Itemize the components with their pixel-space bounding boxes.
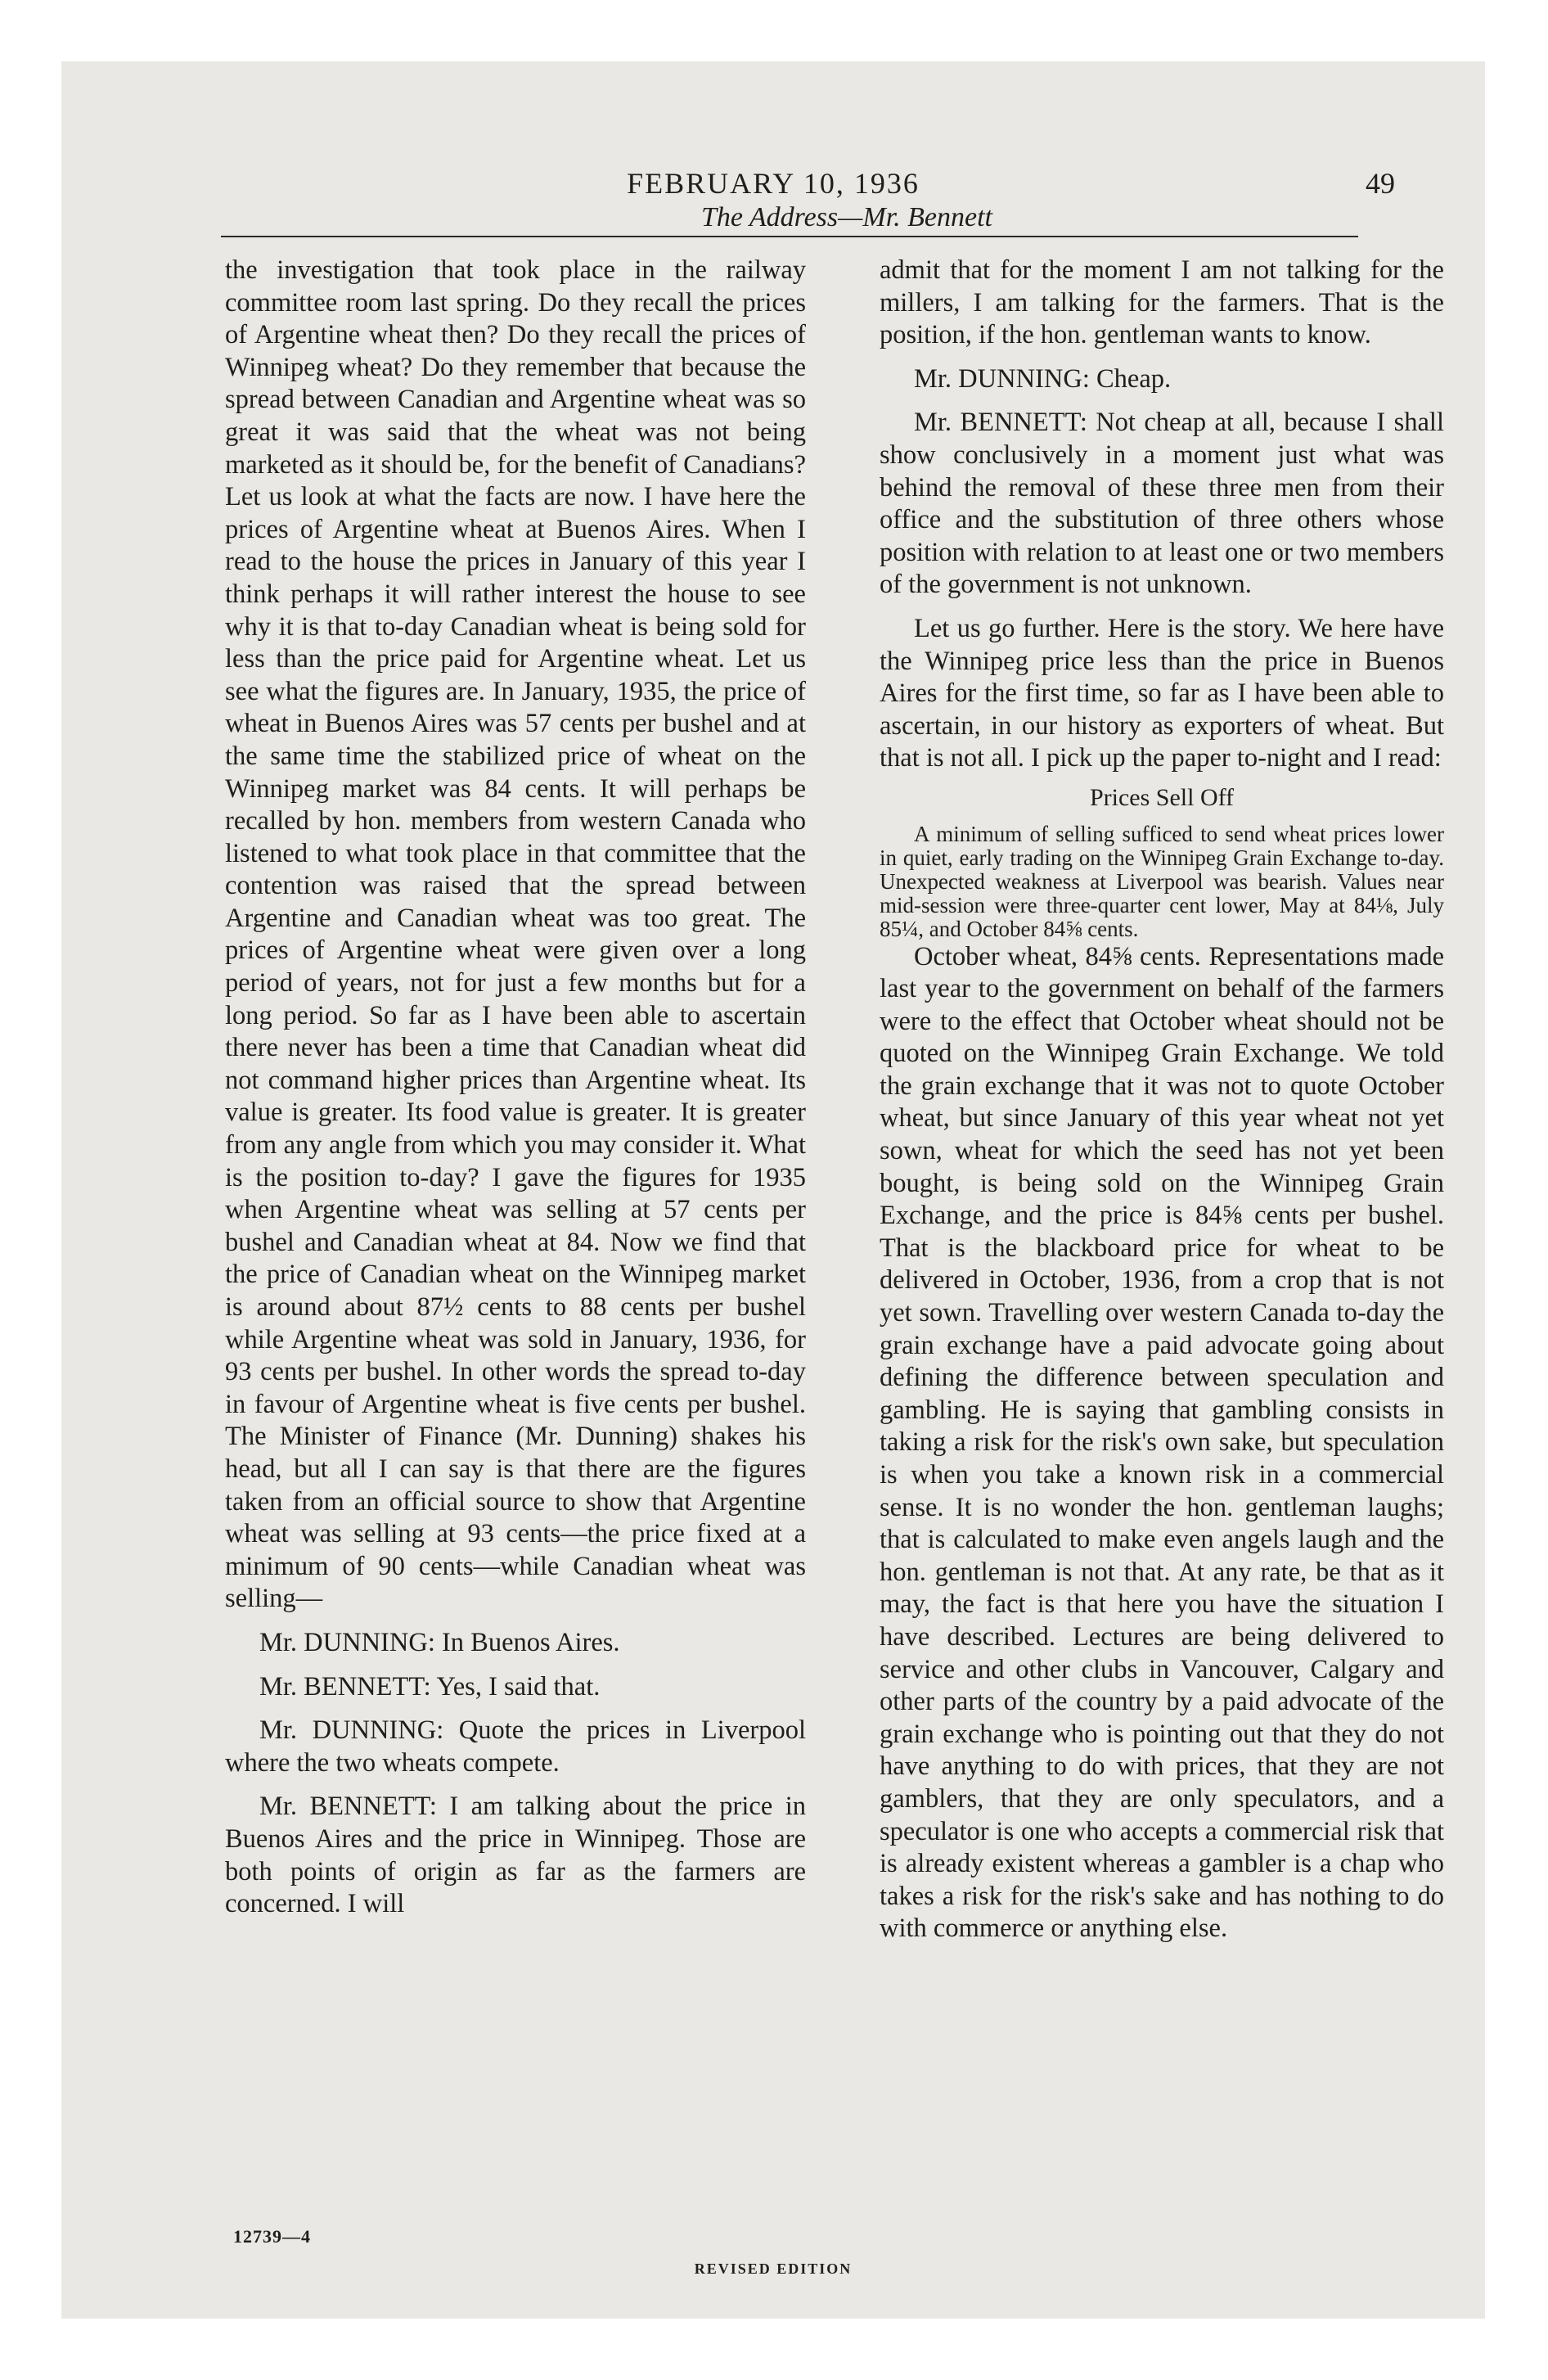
- quoted-passage: A minimum of selling sufficed to send wheat prices lower in quiet, early trading on the Winnipeg Grain Exchange to-day. Unexpected weakness at Liverpool was bearish. Values near mid-session were three-quarter cent lower, May at 84⅛, July 85¼, and October 84⅝ cents.: [880, 821, 1444, 941]
- page-number: 49: [1366, 167, 1395, 200]
- signature-mark: 12739—4: [233, 2226, 311, 2247]
- header-rule: [221, 236, 1358, 237]
- edition-note: REVISED EDITION: [694, 2261, 853, 2277]
- paragraph: Mr. BENNETT: Yes, I said that.: [259, 1671, 601, 1702]
- paragraph: the investigation that took place in the railway committee room last spring. Do they recall the prices of Argentine wheat then? Do they recall the prices of Winnipeg wheat? Do they remember that because the spread between Canadian and Argentine wheat was so great it was said that the wheat was not being marketed as it should be, for the benefit of Canadians? Let us look at what the facts are now. I have here the prices of Argentine wheat at Buenos Aires. When I read to the house the prices in January of this year I think perhaps it will rather interest the house to see why it is that to-day Canadian wheat is being sold for less than the price paid for Argentine wheat. Let us see what the figures are. In January, 1935, the price of wheat in Buenos Aires was 57 cents per bushel and at the same time the stabilized price of wheat on the Winnipeg market was 84 cents. It will perhaps be recalled by hon. members from western Canada who listened to what took place in that committee that the contention was raised that the spread between Argentine and Canadian wheat was too great. The prices of Argentine wheat were given over a long period of years, not for just a few months but for a long period. So far as I have been able to ascertain there never has been a time that Canadian wheat did not command higher prices than Argentine wheat. Its value is greater. Its food value is greater. It is greater from any angle from which you may consider it. What is the position to-day? I gave the figures for 1935 when Argentine wheat was selling at 57 cents per bushel and Canadian wheat at 84. Now we find that the price of Canadian wheat on the Winnipeg market is around about 87½ cents to 88 cents per bushel while Argentine wheat was sold in January, 1936, for 93 cents per bushel. In other words the spread to-day in favour of Argentine wheat is five cents per bushel. The Minister of Finance (Mr. Dunning) shakes his head, but all I can say is that there are the figures taken from an official source to show that Argentine wheat was selling at 93 cents—the price fixed at a minimum of 90 cents—while Canadian wheat was selling—: [225, 255, 806, 1614]
- paragraph: Mr. BENNETT: I am talking about the price in Buenos Aires and the price in Winnipeg. Those are both points of origin as far as the farmers are concerned. I will: [225, 1792, 806, 1919]
- paragraph: admit that for the moment I am not talking for the millers, I am talking for the farmers. That is the position, if the hon. gentleman wants to know.: [880, 255, 1444, 350]
- paragraph: October wheat, 84⅝ cents. Representations made last year to the government on behalf of the farmers were to the effect that October wheat should not be quoted on the Winnipeg Grain Exchange. We told the grain exchange that it was not to quote October wheat, but since January of this year wheat not yet sown, wheat for which the seed has not yet been bought, is being sold on the Winnipeg Grain Exchange, and the price is 84⅝ cents per bushel. That is the blackboard price for wheat to be delivered in October, 1936, from a crop that is not yet sown. Travelling over western Canada to-day the grain exchange have a paid advocate going about defining the difference between speculation and gambling. He is saying that gambling consists in taking a risk for the risk's own sake, but speculation is when you take a known risk in a commercial sense. It is no wonder the hon. gentleman laughs; that is calculated to make even angels laugh and the hon. gentleman is not that. At any rate, be that as it may, the fact is that here you have the situation I have described. Lectures are being delivered to service and other clubs in Vancouver, Calgary and other parts of the country by a paid advocate of the grain exchange who is pointing out that they do not have anything to do with prices, that they are not gamblers, that they are only speculators, and a speculator is one who accepts a commercial risk that is already existent whereas a gambler is a chap who takes a risk for the risk's sake and has nothing to do with commerce or anything else.: [880, 941, 1444, 1944]
- section-subhead: The Address—Mr. Bennett: [700, 202, 993, 232]
- quote-heading: Prices Sell Off: [1089, 783, 1235, 811]
- paragraph: Mr. DUNNING: Quote the prices in Liverpool where the two wheats compete.: [225, 1715, 806, 1778]
- left-column: [225, 255, 806, 1921]
- scanned-page: [61, 61, 1485, 2319]
- paragraph: Mr. DUNNING: In Buenos Aires.: [259, 1627, 620, 1657]
- paragraph: Let us go further. Here is the story. We here have the Winnipeg price less than the price in Buenos Aires for the first time, so far as I have been able to ascertain, in our history as exporters of wheat. But that is not all. I pick up the paper to-night and I read:: [880, 613, 1444, 773]
- running-head: FEBRUARY 10, 1936: [627, 167, 920, 200]
- right-column: [880, 255, 1444, 1945]
- paragraph: Mr. DUNNING: Cheap.: [914, 363, 1172, 394]
- paragraph: Mr. BENNETT: Not cheap at all, because I shall show conclusively in a moment just what was behind the removal of these three men from their office and the substitution of three others whose position with relation to at least one or two members of the government is not unknown.: [880, 408, 1444, 600]
